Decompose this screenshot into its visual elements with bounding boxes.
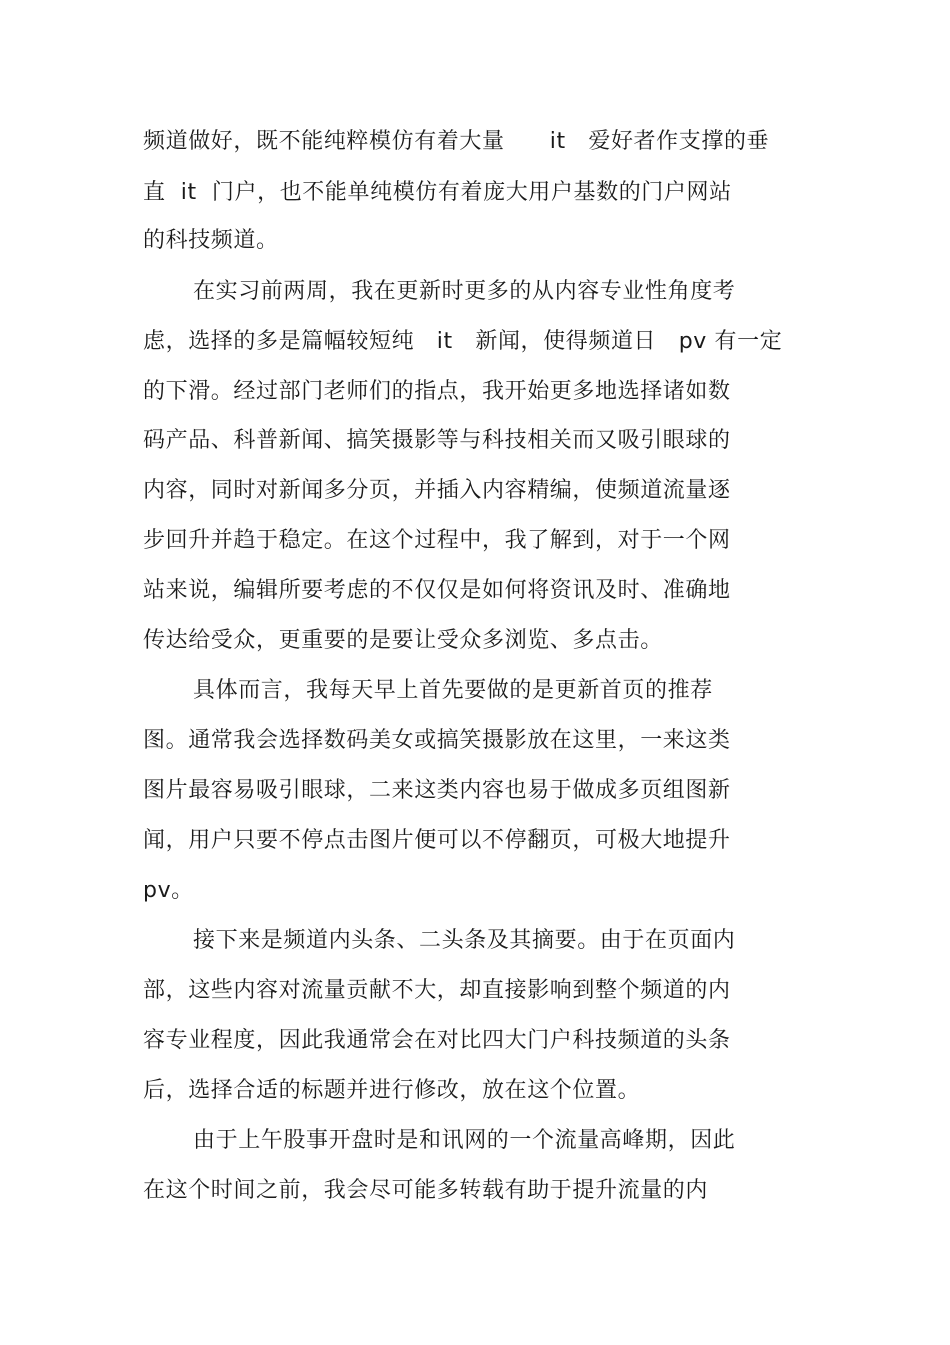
text-line: 直 it 门户，也不能单纯模仿有着庞大用户基数的门户网站	[143, 180, 732, 205]
text-line: 闻，用户只要不停点击图片便可以不停翻页，可极大地提升	[143, 828, 731, 853]
text-line: 容专业程度，因此我通常会在对比四大门户科技频道的头条	[143, 1028, 731, 1053]
text-line: 虑，选择的多是篇幅较短纯 it 新闻，使得频道日 pv 有一定	[143, 329, 783, 354]
text-line: 站来说，编辑所要考虑的不仅仅是如何将资讯及时、准确地	[143, 578, 731, 603]
text-line: 后，选择合适的标题并进行修改，放在这个位置。	[143, 1078, 641, 1103]
text-line: 部，这些内容对流量贡献不大，却直接影响到整个频道的内	[143, 978, 731, 1003]
text-line: 步回升并趋于稳定。在这个过程中，我了解到，对于一个网	[143, 528, 731, 553]
paragraph-start-line: 在实习前两周，我在更新时更多的从内容专业性角度考	[193, 279, 736, 304]
text-line: 传达给受众，更重要的是要让受众多浏览、多点击。	[143, 628, 663, 653]
text-line: 码产品、科普新闻、搞笑摄影等与科技相关而又吸引眼球的	[143, 428, 731, 453]
text-line: 的下滑。经过部门老师们的指点，我开始更多地选择诸如数	[143, 379, 731, 404]
text-line: pv。	[143, 878, 194, 903]
paragraph-start-line: 由于上午股事开盘时是和讯网的一个流量高峰期，因此	[193, 1128, 736, 1153]
text-line: 图片最容易吸引眼球，二来这类内容也易于做成多页组图新	[143, 778, 731, 803]
paragraph-start-line: 具体而言，我每天早上首先要做的是更新首页的推荐	[193, 678, 713, 703]
text-line: 在这个时间之前，我会尽可能多转载有助于提升流量的内	[143, 1178, 709, 1203]
text-line: 内容，同时对新闻多分页，并插入内容精编，使频道流量逐	[143, 478, 731, 503]
text-line: 频道做好，既不能纯粹模仿有着大量 it 爱好者作支撑的垂	[143, 129, 770, 154]
paragraph-start-line: 接下来是频道内头条、二头条及其摘要。由于在页面内	[193, 928, 736, 953]
text-line: 的科技频道。	[143, 228, 279, 253]
text-line: 图。通常我会选择数码美女或搞笑摄影放在这里，一来这类	[143, 728, 731, 753]
